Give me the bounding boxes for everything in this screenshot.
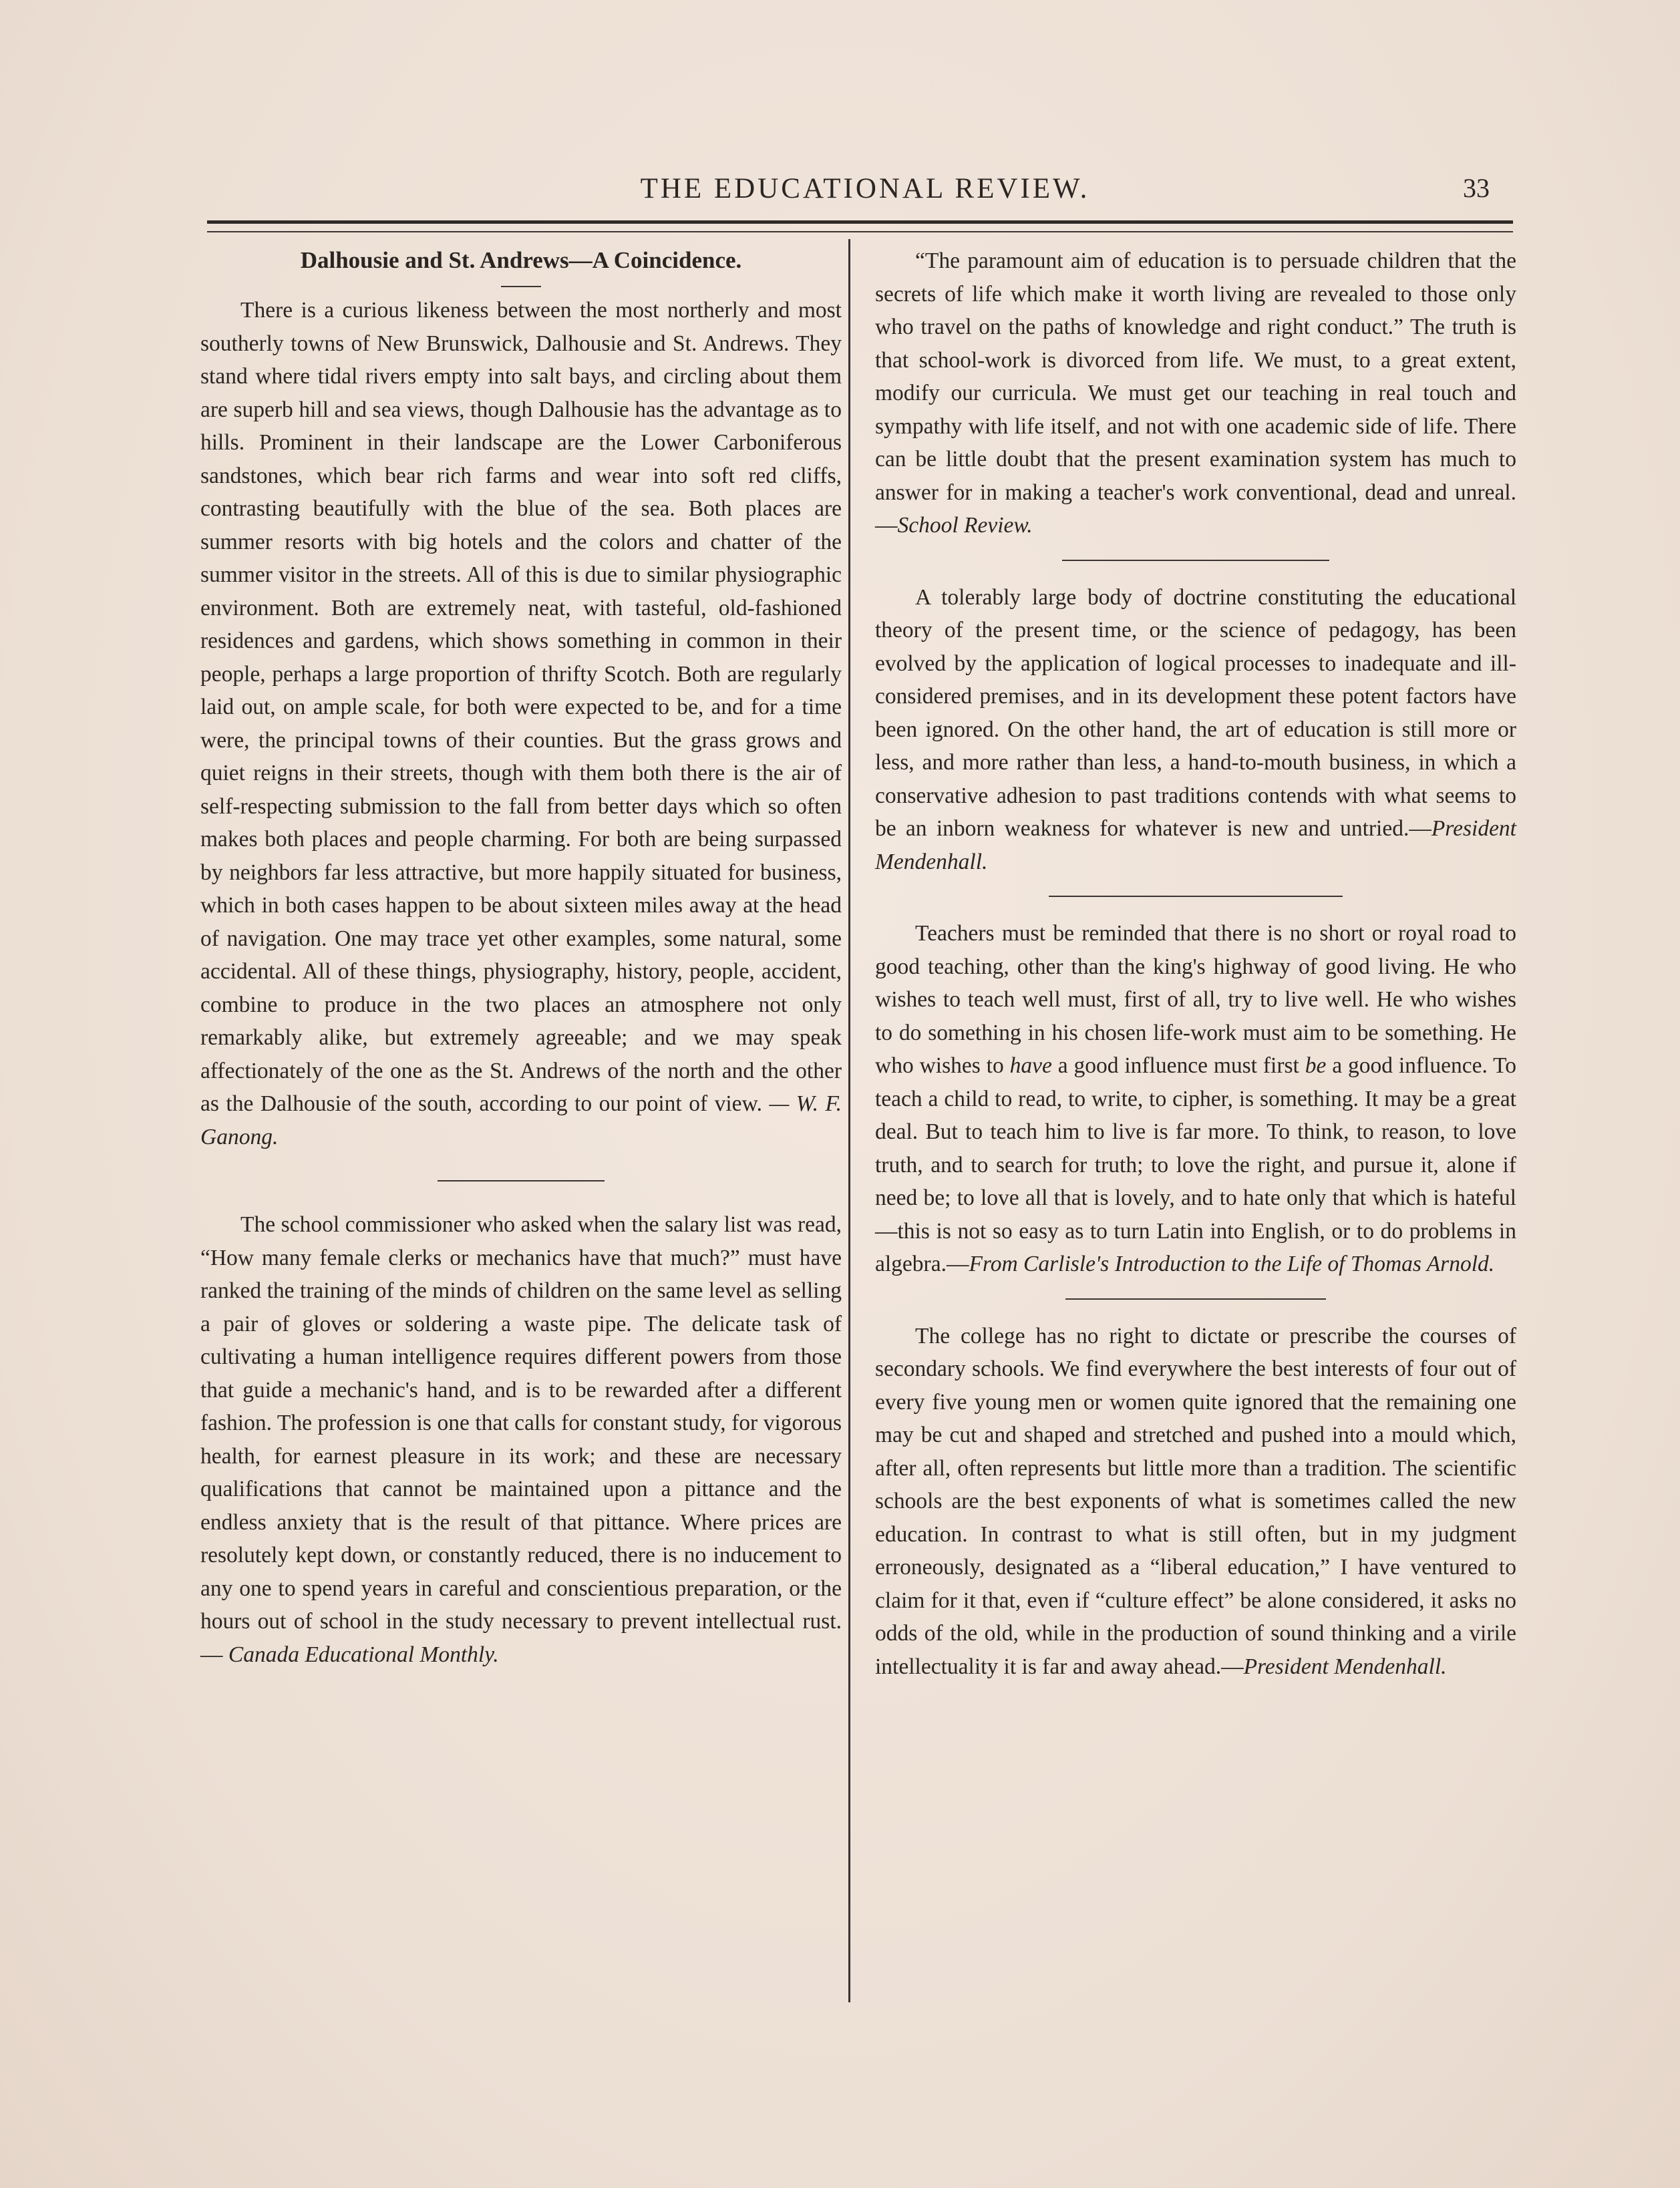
header-rule-thin [207,231,1513,232]
article-teachers-body-c: a good influence. To teach a child to read, to write, to cipher, is something. It may be a great deal. But to teach him to live is far more. To think, to reason, to love truth, and to search for truth; to love the right, and pursue it, alone if need be; to love all that is lovely, and to hate only that which is hateful—this is not so easy as to turn Latin into English, or to do problems in algebra.— [875,1053,1516,1276]
right-column [875,240,1516,1683]
article-separator [1065,1298,1326,1300]
emphasis-be: be [1305,1053,1327,1078]
article-dalhousie-body: There is a curious likeness between the most northerly and most southerly towns of New Brunswick, Dalhousie and St. Andrews. They stand where tidal rivers empty into salt bays, and circling about them are superb hill and sea views, though Dalhousie has the advantage as to hills. Prominent in their landscape are the Lower Carboniferous sandstones, which bear rich farms and wear into soft red cliffs, contrasting beautifully with the blue of the sea. Both places are summer resorts with big hotels and the colors and chatter of the summer visitor in the streets. All of this is due to similar physiographic environment. Both are extremely neat, with tasteful, old-fashioned residences and gardens, which shows something in common in their people, perhaps a large proportion of thrifty Scotch. Both are regularly laid out, on ample scale, for both were expected to be, and for a time were, the principal towns of their counties. But the grass grows and quiet reigns in their streets, though with them both there is the air of self-respecting submission to the fall from better days which so often makes both places and people charming. For both are being surpassed by neighbors far less attractive, but more happily situated for business, which in both cases happen to be about sixteen miles away at the head of navigation. One may trace yet other examples, some natural, some accidental. All of these things, physiography, history, people, accident, combine to produce in the two places an atmosphere not only remarkably alike, but extremely agreeable; and we may speak affectionately of the one as the St. Andrews of the north and the other as the Dalhousie of the south, according to our point of view. [200,298,842,1116]
article-separator [438,1180,605,1181]
running-header [220,172,1510,212]
article-school-review-body: “The paramount aim of education is to persuade children that the secrets of life which make it worth living are revealed to those only who travel on the paths of knowledge and right conduct.” The truth is that school-work is divorced from life. We must, to a great extent, modify our curricula. We must get our teaching in real touch and sympathy with life itself, and not with one academic side of life. There can be little doubt that the present examination system has much to answer for in making a teacher's work conventional, dead and unreal.— [875,248,1516,538]
article-pedagogy-body: A tolerably large body of doctrine constituting the educational theory of the present time, or the science of pedagogy, has been evolved by the application of logical processes to inadequate and ill-considered premises, and in its development these potent factors have been ignored. On the other hand, the art of education is still more or less, and more rather than less, a hand-to-mouth business, in which a conservative adhesion to past traditions contends with what seems to be an inborn weakness for whatever is new and untried.— [875,584,1516,841]
article-separator [1049,896,1343,897]
headline-rule [501,286,541,287]
article-dalhousie-attribution: — W. F. Ganong. [200,1091,842,1149]
article-teachers-body-b: a good influence must first [1051,1053,1305,1078]
article-college-body: The college has no right to dictate or prescribe the courses of secondary schools. We find everywhere the best interests of four out of every five young men or women quite ignored that the remaining one may be cut and shaped and stretched and pushed into a mould which, after all, often represents but little more than a tradition. The scientific schools are the best exponents of what is sometimes called the new education. In contrast to what is still often, but in my judgment erroneously, designated as a “liberal education,” I have ventured to claim for it that, even if “culture effect” be alone considered, it asks no odds of the old, while in the production of sound thinking and a virile intellectuality it is far and away ahead.— [875,1323,1516,1679]
article-salary-text [200,1208,842,1671]
article-salary-body: The school commissioner who asked when the salary list was read, “How many female clerks or mechanics have that much?” must have ranked the training of the minds of children on the same level as selling a pair of gloves or soldering a waste pipe. The delicate task of cultivating a human intelligence requires different powers from those that guide a mechanic's hand, and is to be rewarded after a different fashion. The profession is one that calls for constant study, for vigorous health, for earnest pleasure in its work; and these are necessary qualifications that cannot be maintained upon a pittance and the endless anxiety that is the result of that pittance. Where prices are resolutely kept down, or constantly reduced, there is no inducement to any one to spend years in careful and conscientious preparation, or the hours out of school in the study necessary to prevent intellectual rust. — [200,1212,842,1667]
header-rule-thick [207,220,1513,224]
left-column [200,240,842,1671]
article-college-attribution: President Mendenhall. [1243,1654,1447,1679]
article-dalhousie-text [200,294,842,1153]
article-separator [1062,560,1329,561]
article-teachers-text [875,917,1516,1281]
column-divider [848,239,850,2002]
article-headline: Dalhousie and St. Andrews—A Coincidence. [300,247,742,273]
article-pedagogy-attribution: President Mendenhall. [875,816,1516,874]
article-teachers-attribution: From Carlisle's Introduction to the Life of Thomas Arnold. [969,1252,1495,1276]
article-college-text [875,1320,1516,1684]
article-salary-attribution: Canada Educational Monthly. [228,1642,499,1667]
article-pedagogy-text [875,581,1516,879]
article-teachers-body-a: Teachers must be reminded that there is no short or royal road to good teaching, other than the king's highway of good living. He who wishes to teach well must, first of all, try to live well. He who wishes to do something in his chosen life-work must aim to be something. He who wishes to [875,921,1516,1078]
emphasis-have: have [1009,1053,1052,1078]
article-school-review-attribution: School Review. [897,513,1033,538]
journal-title: THE EDUCATIONAL REVIEW. [640,173,1090,204]
article-school-review-text [875,244,1516,542]
page-number: 33 [1463,173,1490,203]
